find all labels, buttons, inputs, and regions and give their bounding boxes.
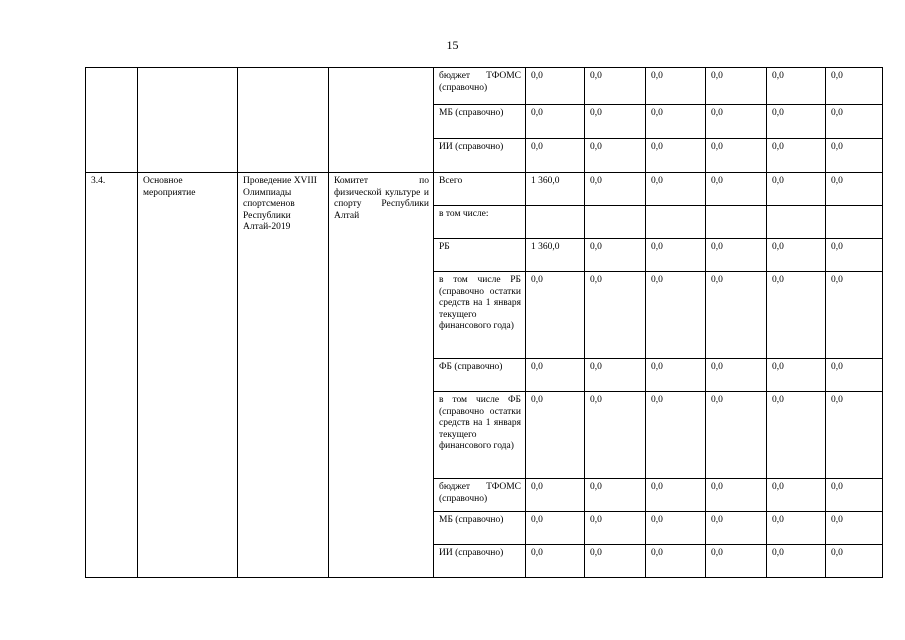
funding-source: ИИ (справочно) [434,545,526,578]
amount-cell: 0,0 [826,105,883,139]
funding-source: бюджет ТФОМС (справочно) [434,479,526,512]
amount-cell: 0,0 [767,239,826,272]
amount-cell: 0,0 [826,272,883,359]
amount-cell [767,206,826,239]
amount-cell: 0,0 [646,392,706,479]
amount-cell: 0,0 [646,545,706,578]
table-row [86,173,883,206]
amount-cell: 0,0 [646,512,706,545]
funding-table [85,67,883,578]
table-row [86,68,883,105]
amount-cell: 0,0 [706,512,767,545]
amount-cell: 0,0 [706,139,767,173]
amount-cell: 0,0 [526,68,585,105]
item-executor: Комитет по физической культуре и спорту Республики Алтай [329,173,434,578]
amount-cell: 0,0 [585,545,646,578]
amount-cell: 0,0 [646,139,706,173]
amount-cell: 0,0 [826,239,883,272]
amount-cell: 0,0 [767,545,826,578]
amount-cell: 0,0 [585,239,646,272]
amount-cell: 0,0 [646,359,706,392]
amount-cell: 0,0 [826,392,883,479]
funding-source: в том числе РБ (справочно остатки средств на 1 января текущего финансового года) [434,272,526,359]
amount-cell: 0,0 [585,359,646,392]
funding-source: МБ (справочно) [434,512,526,545]
funding-source: бюджет ТФОМС (справочно) [434,68,526,105]
amount-cell: 0,0 [767,105,826,139]
type-cell-empty [138,68,238,173]
amount-cell: 0,0 [767,68,826,105]
amount-cell: 0,0 [767,139,826,173]
amount-cell: 0,0 [706,272,767,359]
amount-cell: 1 360,0 [526,173,585,206]
amount-cell: 0,0 [526,139,585,173]
amount-cell: 0,0 [706,392,767,479]
page-number: 15 [446,38,459,52]
amount-cell: 0,0 [826,479,883,512]
amount-cell: 0,0 [706,545,767,578]
amount-cell: 0,0 [706,479,767,512]
amount-cell: 0,0 [646,239,706,272]
amount-cell: 0,0 [585,68,646,105]
funding-source: в том числе: [434,206,526,239]
amount-cell: 0,0 [646,68,706,105]
amount-cell: 0,0 [646,173,706,206]
amount-cell: 0,0 [826,173,883,206]
amount-cell: 0,0 [585,392,646,479]
amount-cell: 0,0 [526,545,585,578]
amount-cell: 0,0 [826,139,883,173]
amount-cell [826,206,883,239]
number-cell-empty [86,68,138,173]
amount-cell: 0,0 [706,173,767,206]
amount-cell [526,206,585,239]
name-cell-empty [238,68,329,173]
executor-cell-empty [329,68,434,173]
amount-cell: 0,0 [767,512,826,545]
amount-cell: 0,0 [826,512,883,545]
amount-cell: 0,0 [526,392,585,479]
amount-cell: 0,0 [646,272,706,359]
amount-cell [585,206,646,239]
amount-cell: 0,0 [826,545,883,578]
amount-cell: 0,0 [706,68,767,105]
amount-cell: 0,0 [826,68,883,105]
amount-cell: 0,0 [526,105,585,139]
amount-cell: 0,0 [526,512,585,545]
amount-cell: 0,0 [706,105,767,139]
amount-cell: 0,0 [826,359,883,392]
item-number: 3.4. [86,173,138,578]
item-type: Основное мероприятие [138,173,238,578]
amount-cell: 1 360,0 [526,239,585,272]
amount-cell: 0,0 [646,105,706,139]
amount-cell: 0,0 [767,392,826,479]
funding-source: ФБ (справочно) [434,359,526,392]
funding-source: ИИ (справочно) [434,139,526,173]
funding-source: РБ [434,239,526,272]
amount-cell: 0,0 [585,139,646,173]
amount-cell: 0,0 [706,239,767,272]
amount-cell: 0,0 [585,173,646,206]
amount-cell [706,206,767,239]
amount-cell: 0,0 [646,479,706,512]
amount-cell: 0,0 [767,173,826,206]
item-name: Проведение XVIII Олимпиады спортсменов Республики Алтай-2019 [238,173,329,578]
amount-cell: 0,0 [767,479,826,512]
funding-source: Всего [434,173,526,206]
amount-cell [646,206,706,239]
funding-source: МБ (справочно) [434,105,526,139]
amount-cell: 0,0 [526,479,585,512]
amount-cell: 0,0 [706,359,767,392]
amount-cell: 0,0 [585,479,646,512]
amount-cell: 0,0 [526,359,585,392]
amount-cell: 0,0 [585,105,646,139]
amount-cell: 0,0 [767,272,826,359]
amount-cell: 0,0 [585,512,646,545]
amount-cell: 0,0 [585,272,646,359]
funding-source: в том числе ФБ (справочно остатки средств на 1 января текущего финансового года) [434,392,526,479]
amount-cell: 0,0 [767,359,826,392]
amount-cell: 0,0 [526,272,585,359]
